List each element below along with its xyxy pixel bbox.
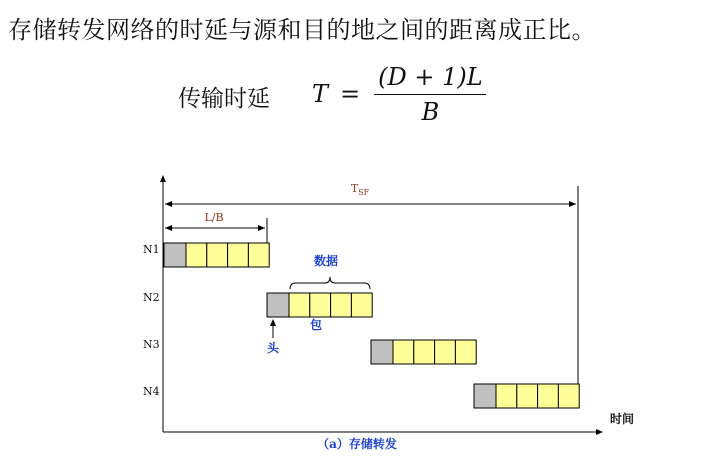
lb-label: L/B xyxy=(204,211,224,224)
page-heading: 存储转发网络的时延与源和目的地之间的距离成正比。 xyxy=(8,16,596,44)
time-axis-label: 时间 xyxy=(610,412,635,426)
packet-header-cell xyxy=(267,293,289,317)
packet-data-cell xyxy=(496,384,517,408)
lb-arrow-right-head xyxy=(258,225,265,231)
header-label: 头 xyxy=(266,341,280,355)
diagram-caption: （a）存储转发 xyxy=(317,437,397,451)
tsf-arrow-right-head xyxy=(569,201,576,207)
formula-numerator: (D + 1)L xyxy=(378,62,483,91)
packet-data-cell xyxy=(538,384,559,408)
packet-header-cell xyxy=(474,384,496,408)
node-label-n2: N2 xyxy=(143,291,160,304)
lb-arrow-left-head xyxy=(165,225,172,231)
packet-data-cell xyxy=(207,243,228,267)
packet-data-cell xyxy=(393,340,414,364)
packet-data-cell xyxy=(310,293,331,317)
packet-data-cell xyxy=(435,340,456,364)
packet-header-cell xyxy=(371,340,393,364)
packet-n3 xyxy=(371,340,476,364)
data-brace xyxy=(290,277,370,289)
packet-data-cell xyxy=(248,243,269,267)
packet-data-cell xyxy=(228,243,249,267)
packet-rows xyxy=(164,243,579,408)
packet-data-cell xyxy=(455,340,476,364)
packet-data-cell xyxy=(289,293,310,317)
formula-equals: = xyxy=(340,80,361,108)
tsf-label-sub: SF xyxy=(358,188,370,197)
formula-denominator: B xyxy=(421,97,440,126)
packet-data-cell xyxy=(331,293,352,317)
packet-n4 xyxy=(474,384,579,408)
node-label-n3: N3 xyxy=(143,338,160,351)
tsf-label-main: T xyxy=(350,182,359,195)
packet-data-cell xyxy=(517,384,538,408)
tsf-label xyxy=(351,182,370,197)
packet-data-cell xyxy=(558,384,579,408)
packet-label: 包 xyxy=(309,318,323,332)
packet-data-cell xyxy=(414,340,435,364)
packet-n2 xyxy=(267,293,372,317)
formula-lhs: T xyxy=(312,80,329,108)
packet-header-cell xyxy=(164,243,186,267)
node-label-n4: N4 xyxy=(143,385,160,398)
data-label: 数据 xyxy=(313,254,339,268)
tsf-arrow-left-head xyxy=(165,201,172,207)
packet-data-cell xyxy=(186,243,207,267)
packet-data-cell xyxy=(351,293,372,317)
formula-label: 传输时延 xyxy=(178,86,270,112)
packet-n1 xyxy=(164,243,269,267)
node-label-n1: N1 xyxy=(143,243,160,256)
